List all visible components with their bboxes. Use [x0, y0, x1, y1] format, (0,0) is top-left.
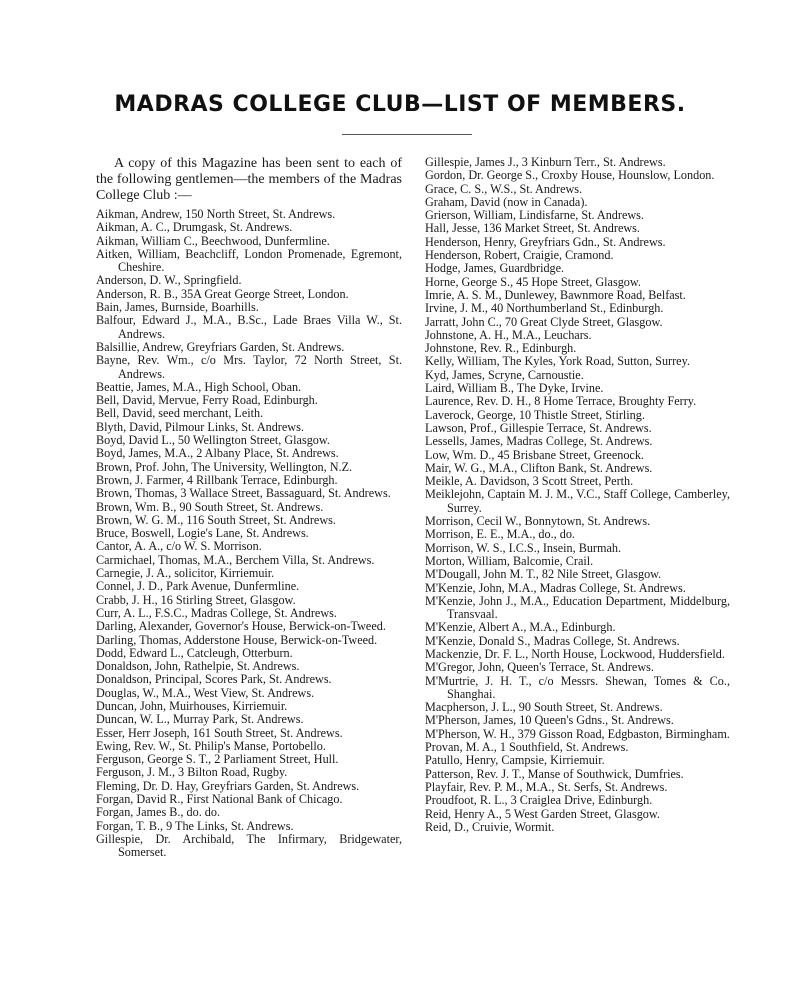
intro-paragraph: A copy of this Magazine has been sent to each of the following gentlemen—the members of the Madras College Club :— — [96, 156, 402, 203]
member-entry: Connel, J. D., Park Avenue, Dunfermline. — [96, 579, 300, 594]
member-entry: Meiklejohn, Captain M. J. M., V.C., Staff College, Camberley, Surrey. — [425, 487, 730, 515]
member-entry: M'Kenzie, Donald S., Madras College, St. Andrews. — [425, 633, 680, 648]
member-entry: Bell, David, Mervue, Ferry Road, Edinburgh. — [96, 393, 318, 408]
member-entry: M'Kenzie, John, M.A., Madras College, St. Andrews. — [425, 580, 686, 595]
member-entry: Donaldson, Principal, Scores Park, St. Andrews. — [96, 672, 332, 687]
member-entry: Meikle, A. Davidson, 3 Scott Street, Perth. — [425, 474, 634, 489]
member-entry: Provan, M. A., 1 Southfield, St. Andrews. — [425, 740, 629, 755]
member-entry: Blyth, David, Pilmour Links, St. Andrews. — [96, 419, 304, 434]
member-entry: Donaldson, John, Rathelpie, St. Andrews. — [96, 659, 300, 674]
member-entry: Brown, W. G. M., 116 South Street, St. Andrews. — [96, 512, 336, 527]
member-list-left-column — [96, 156, 402, 860]
member-entry: Douglas, W., M.A., West View, St. Andrews. — [96, 685, 315, 700]
member-entry: Laverock, George, 10 Thistle Street, Stirling. — [425, 407, 645, 422]
member-entry: Dodd, Edward L., Catcleugh, Otterburn. — [96, 645, 293, 660]
member-entry: Horne, George S., 45 Hope Street, Glasgow. — [425, 274, 641, 289]
member-entry: Aikman, Andrew, 150 North Street, St. Andrews. — [96, 207, 336, 221]
member-entry: Reid, D., Cruivie, Wormit. — [425, 819, 555, 834]
member-entry: Darling, Thomas, Adderstone House, Berwick-on-Tweed. — [96, 632, 378, 647]
member-entry: Reid, Henry A., 5 West Garden Street, Glasgow. — [425, 806, 660, 821]
member-entry: Hall, Jesse, 136 Market Street, St. Andrews. — [425, 221, 640, 236]
page-title: MADRAS COLLEGE CLUB—LIST OF MEMBERS. — [114, 92, 686, 117]
member-entry: Graham, David (now in Canada). — [425, 194, 588, 209]
member-entry: Lawson, Prof., Gillespie Terrace, St. Andrews. — [425, 420, 652, 435]
member-entry: Esser, Herr Joseph, 161 South Street, St. Andrews. — [96, 725, 343, 740]
member-entry: Anderson, D. W., Springfield. — [96, 273, 242, 288]
member-entry: M'Dougall, John M. T., 82 Nile Street, Glasgow. — [425, 567, 662, 582]
member-entry: M'Pherson, W. H., 379 Gisson Road, Edgbaston, Birmingham. — [425, 726, 730, 741]
member-entry: Laurence, Rev. D. H., 8 Home Terrace, Broughty Ferry. — [425, 394, 697, 409]
member-entry: Irvine, J. M., 40 Northumberland St., Edinburgh. — [425, 301, 664, 316]
member-entry: Morrison, E. E., M.A., do., do. — [425, 527, 575, 542]
member-entry: Lessells, James, Madras College, St. Andrews. — [425, 434, 653, 449]
member-entry: Proudfoot, R. L., 3 Craiglea Drive, Edinburgh. — [425, 793, 653, 808]
member-entry: M'Kenzie, John J., M.A., Education Department, Middelburg, Transvaal. — [425, 593, 730, 622]
title-divider — [342, 134, 472, 135]
member-entry: Balsillie, Andrew, Greyfriars Garden, St. Andrews. — [96, 339, 345, 354]
member-list-right — [425, 156, 730, 834]
member-entry: Macpherson, J. L., 90 South Street, St. Andrews. — [425, 700, 663, 715]
member-entry: Laird, William B., The Dyke, Irvine. — [425, 381, 604, 396]
member-entry: Grace, C. S., W.S., St. Andrews. — [425, 181, 583, 196]
member-entry: Bell, David, seed merchant, Leith. — [96, 406, 264, 421]
member-entry: Ferguson, J. M., 3 Bilton Road, Rugby. — [96, 765, 288, 780]
member-list-right-column — [425, 156, 730, 834]
member-entry: M'Murtrie, J. H. T., c/o Messrs. Shewan, Tomes & Co., Shanghai. — [425, 673, 730, 701]
member-entry: M'Gregor, John, Queen's Terrace, St. Andrews. — [425, 660, 654, 675]
member-entry: Ferguson, George S. T., 2 Parliament Street, Hull. — [96, 752, 339, 767]
member-entry: Henderson, Robert, Craigie, Cramond. — [425, 248, 614, 263]
member-entry: Anderson, R. B., 35A Great George Street, London. — [96, 286, 349, 301]
member-entry: Morton, William, Balcomie, Crail. — [425, 553, 594, 568]
member-entry: Bruce, Boswell, Logie's Lane, St. Andrews. — [96, 526, 309, 541]
member-entry: Forgan, David R., First National Bank of Chicago. — [96, 792, 343, 807]
member-entry: Gillespie, Dr. Archibald, The Infirmary, Bridgewater, Somerset. — [96, 831, 402, 860]
member-entry: Johnstone, A. H., M.A., Leuchars. — [425, 327, 592, 342]
member-entry: Johnstone, Rev. R., Edinburgh. — [425, 341, 577, 356]
member-entry: Crabb, J. H., 16 Stirling Street, Glasgow. — [96, 592, 296, 607]
member-entry: Forgan, T. B., 9 The Links, St. Andrews. — [96, 818, 294, 833]
member-entry: Ewing, Rev. W., St. Philip's Manse, Portobello. — [96, 738, 326, 753]
member-entry: Henderson, Henry, Greyfriars Gdn., St. Andrews. — [425, 234, 666, 249]
member-entry: Balfour, Edward J., M.A., B.Sc., Lade Braes Villa W., St. Andrews. — [96, 313, 402, 341]
member-entry: Kyd, James, Scryne, Carnoustie. — [425, 367, 584, 382]
member-entry: Carmichael, Thomas, M.A., Berchem Villa, St. Andrews. — [96, 552, 375, 567]
member-entry: Hodge, James, Guardbridge. — [425, 261, 565, 276]
member-entry: Brown, Wm. B., 90 South Street, St. Andrews. — [96, 499, 324, 514]
member-entry: Cantor, A. A., c/o W. S. Morrison. — [96, 539, 262, 554]
member-entry: Gordon, Dr. George S., Croxby House, Hounslow, London. — [425, 168, 715, 183]
member-entry: Fleming, Dr. D. Hay, Greyfriars Garden, St. Andrews. — [96, 778, 360, 793]
member-entry: Beattie, James, M.A., High School, Oban. — [96, 379, 302, 394]
member-entry: Forgan, James B., do. do. — [96, 805, 221, 820]
member-entry: Patullo, Henry, Campsie, Kirriemuir. — [425, 753, 605, 768]
member-entry: M'Pherson, James, 10 Queen's Gdns., St. Andrews. — [425, 713, 674, 728]
member-entry: Aitken, William, Beachcliff, London Promenade, Egremont, Cheshire. — [96, 246, 402, 275]
member-entry: Duncan, W. L., Murray Park, St. Andrews. — [96, 712, 304, 727]
member-entry: Kelly, William, The Kyles, York Road, Sutton, Surrey. — [425, 354, 690, 369]
member-entry: Grierson, William, Lindisfarne, St. Andrews. — [425, 208, 644, 223]
member-entry: Patterson, Rev. J. T., Manse of Southwick, Dumfries. — [425, 766, 684, 781]
member-entry: Aikman, A. C., Drumgask, St. Andrews. — [96, 220, 293, 235]
member-entry: Morrison, Cecil W., Bonnytown, St. Andrews. — [425, 514, 651, 529]
member-entry: Curr, A. L., F.S.C., Madras College, St. Andrews. — [96, 605, 337, 620]
member-entry: Brown, J. Farmer, 4 Rillbank Terrace, Edinburgh. — [96, 472, 338, 487]
member-entry: Mair, W. G., M.A., Clifton Bank, St. Andrews. — [425, 460, 653, 475]
member-entry: Playfair, Rev. P. M., M.A., St. Serfs, St. Andrews. — [425, 779, 668, 794]
member-entry: Duncan, John, Muirhouses, Kirriemuir. — [96, 698, 288, 713]
member-entry: Bayne, Rev. Wm., c/o Mrs. Taylor, 72 North Street, St. Andrews. — [96, 353, 402, 381]
member-entry: Carnegie, J. A., solicitor, Kirriemuir. — [96, 566, 275, 581]
member-entry: Low, Wm. D., 45 Brisbane Street, Greenock. — [425, 447, 644, 462]
member-entry: Bain, James, Burnside, Boarhills. — [96, 300, 259, 315]
member-entry: Aikman, William C., Beechwood, Dunfermline. — [96, 233, 330, 248]
member-entry: Imrie, A. S. M., Dunlewey, Bawnmore Road, Belfast. — [425, 287, 686, 302]
member-entry: Jarratt, John C., 70 Great Clyde Street, Glasgow. — [425, 314, 663, 329]
member-entry: Brown, Thomas, 3 Wallace Street, Bassaguard, St. Andrews. — [96, 486, 391, 501]
member-entry: Gillespie, James J., 3 Kinburn Terr., St. Andrews. — [425, 155, 666, 169]
member-entry: Morrison, W. S., I.C.S., Insein, Burmah. — [425, 540, 622, 555]
member-entry: Boyd, James, M.A., 2 Albany Place, St. Andrews. — [96, 446, 339, 461]
member-list-left — [96, 208, 402, 860]
member-entry: M'Kenzie, Albert A., M.A., Edinburgh. — [425, 620, 616, 635]
member-entry: Brown, Prof. John, The University, Wellington, N.Z. — [96, 459, 353, 474]
member-entry: Mackenzie, Dr. F. L., North House, Lockwood, Huddersfield. — [425, 646, 725, 661]
member-entry: Darling, Alexander, Governor's House, Berwick-on-Tweed. — [96, 619, 386, 634]
member-entry: Boyd, David L., 50 Wellington Street, Glasgow. — [96, 433, 330, 448]
